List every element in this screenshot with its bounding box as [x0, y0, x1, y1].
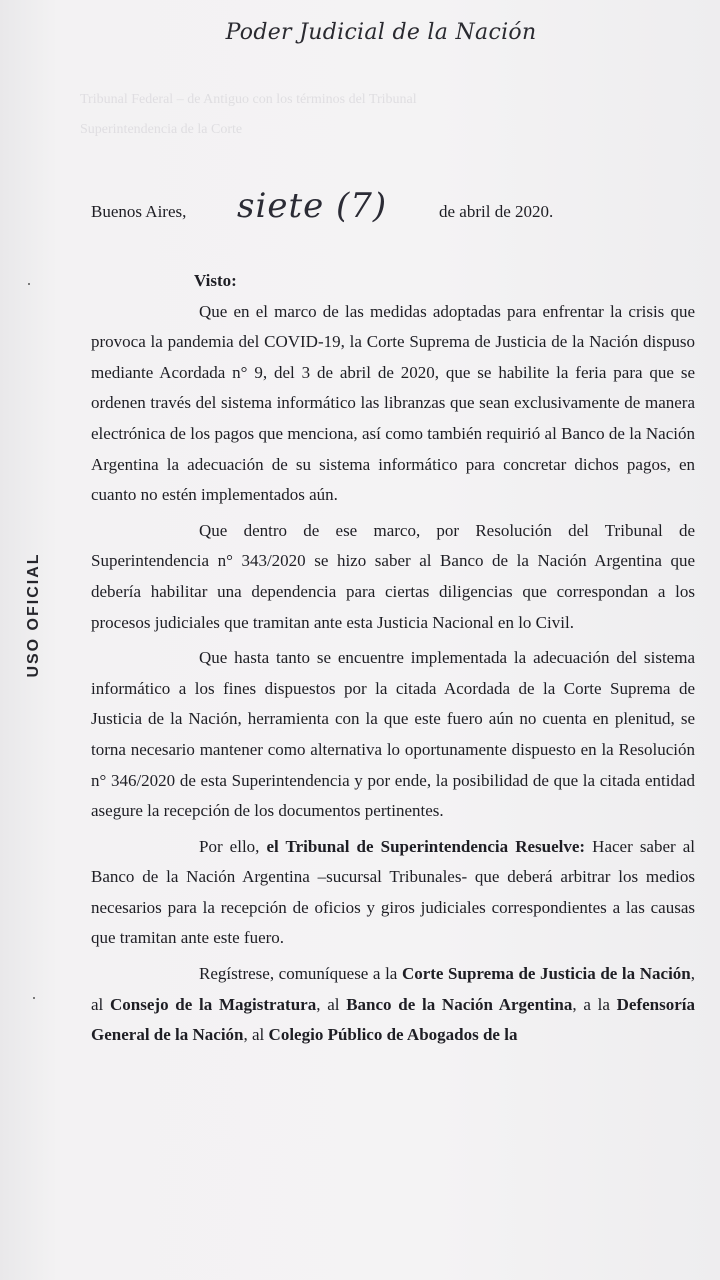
date-suffix: de abril de 2020.: [439, 202, 554, 221]
p5-text-3: , a la: [572, 994, 610, 1014]
uso-oficial-text: USO OFICIAL: [25, 552, 42, 678]
p5-lead: Regístrese, comuníquese a la: [199, 964, 398, 984]
paragraph-1: Que en el marco de las medidas adoptadas para enfrentar la crisis que provoca la pandemia del COVID-19, la Corte Suprema de Justicia de la Nación dispuso mediante Acordada n° 9, del 3 de abril de 2020, que se habilite la feria para que se ordenen través del sistema informático las libranzas que sean exclusivamente de manera electrónica de los pagos que menciona, así como también requirió al Banco de la Nación Argentina la adecuación de su sistema informático para concretar dichos pagos, en cuanto no estén implementados aún.: [91, 301, 695, 505]
p5-text-4: , al: [243, 1025, 265, 1045]
p4-bold: el Tribunal de Superintendencia Resuelve:: [266, 836, 586, 856]
date-line: [91, 186, 691, 238]
p5-bold-5: Colegio Público de Abogados de la: [268, 1025, 518, 1045]
p5-bold-2: Consejo de la Magistratura: [110, 994, 317, 1014]
paragraph-5: [91, 959, 695, 1051]
margin-mark: [33, 997, 35, 999]
p5-text-2: , al: [316, 994, 340, 1014]
p5-text-1: , al: [91, 964, 695, 1014]
letterhead-title: Poder Judicial de la Nación: [225, 20, 537, 45]
p5-bold-4: Defensoría General de la Nación: [91, 994, 696, 1045]
uso-oficial-stamp: [24, 545, 44, 685]
paragraph-2: Que dentro de ese marco, por Resolución del Tribunal de Superintendencia n° 343/2020 se hizo saber al Banco de la Nación Argentina que debería habilitar una dependencia para ciertas diligencias que correspondan a los procesos judiciales que tramitan ante esta Justicia Nacional en lo Civil.: [91, 520, 695, 632]
date-prefix: Buenos Aires,: [91, 202, 187, 221]
margin-mark: [28, 283, 30, 285]
p5-bold-3: Banco de la Nación Argentina: [346, 994, 573, 1014]
paragraph-4: [91, 832, 695, 954]
p4-lead: Por ello,: [199, 836, 260, 856]
handwritten-day: siete (7): [237, 186, 388, 226]
p4-rest: Hacer saber al Banco de la Nación Argentina –sucursal Tribunales- que deberá arbitrar los medios necesarios para la recepción de oficios y giros judiciales correspondientes a las causas que tramitan ante este fuero.: [91, 836, 696, 948]
paragraph-3: Que hasta tanto se encuentre implementada la adecuación del sistema informático a los fines dispuestos por la citada Acordada de la Corte Suprema de Justicia de la Nación, herramienta con la que este fuero aún no cuenta en plenitud, se torna necesario mantener como alternativa lo oportunamente dispuesto en la Resolución n° 346/2020 de esta Superintendencia y por ende, la posibilidad de que la citada entidad asegure la recepción de los documentos pertinentes.: [91, 648, 695, 821]
bleed-through-text-1: Tribunal Federal – de Antiguo con los términos del Tribunal: [80, 92, 417, 107]
visto-heading: Visto:: [194, 271, 237, 290]
document-body: [91, 266, 695, 1051]
p5-bold-1: Corte Suprema de Justicia de la Nación: [401, 964, 691, 984]
bleed-through-text-2: Superintendencia de la Corte: [80, 122, 243, 137]
